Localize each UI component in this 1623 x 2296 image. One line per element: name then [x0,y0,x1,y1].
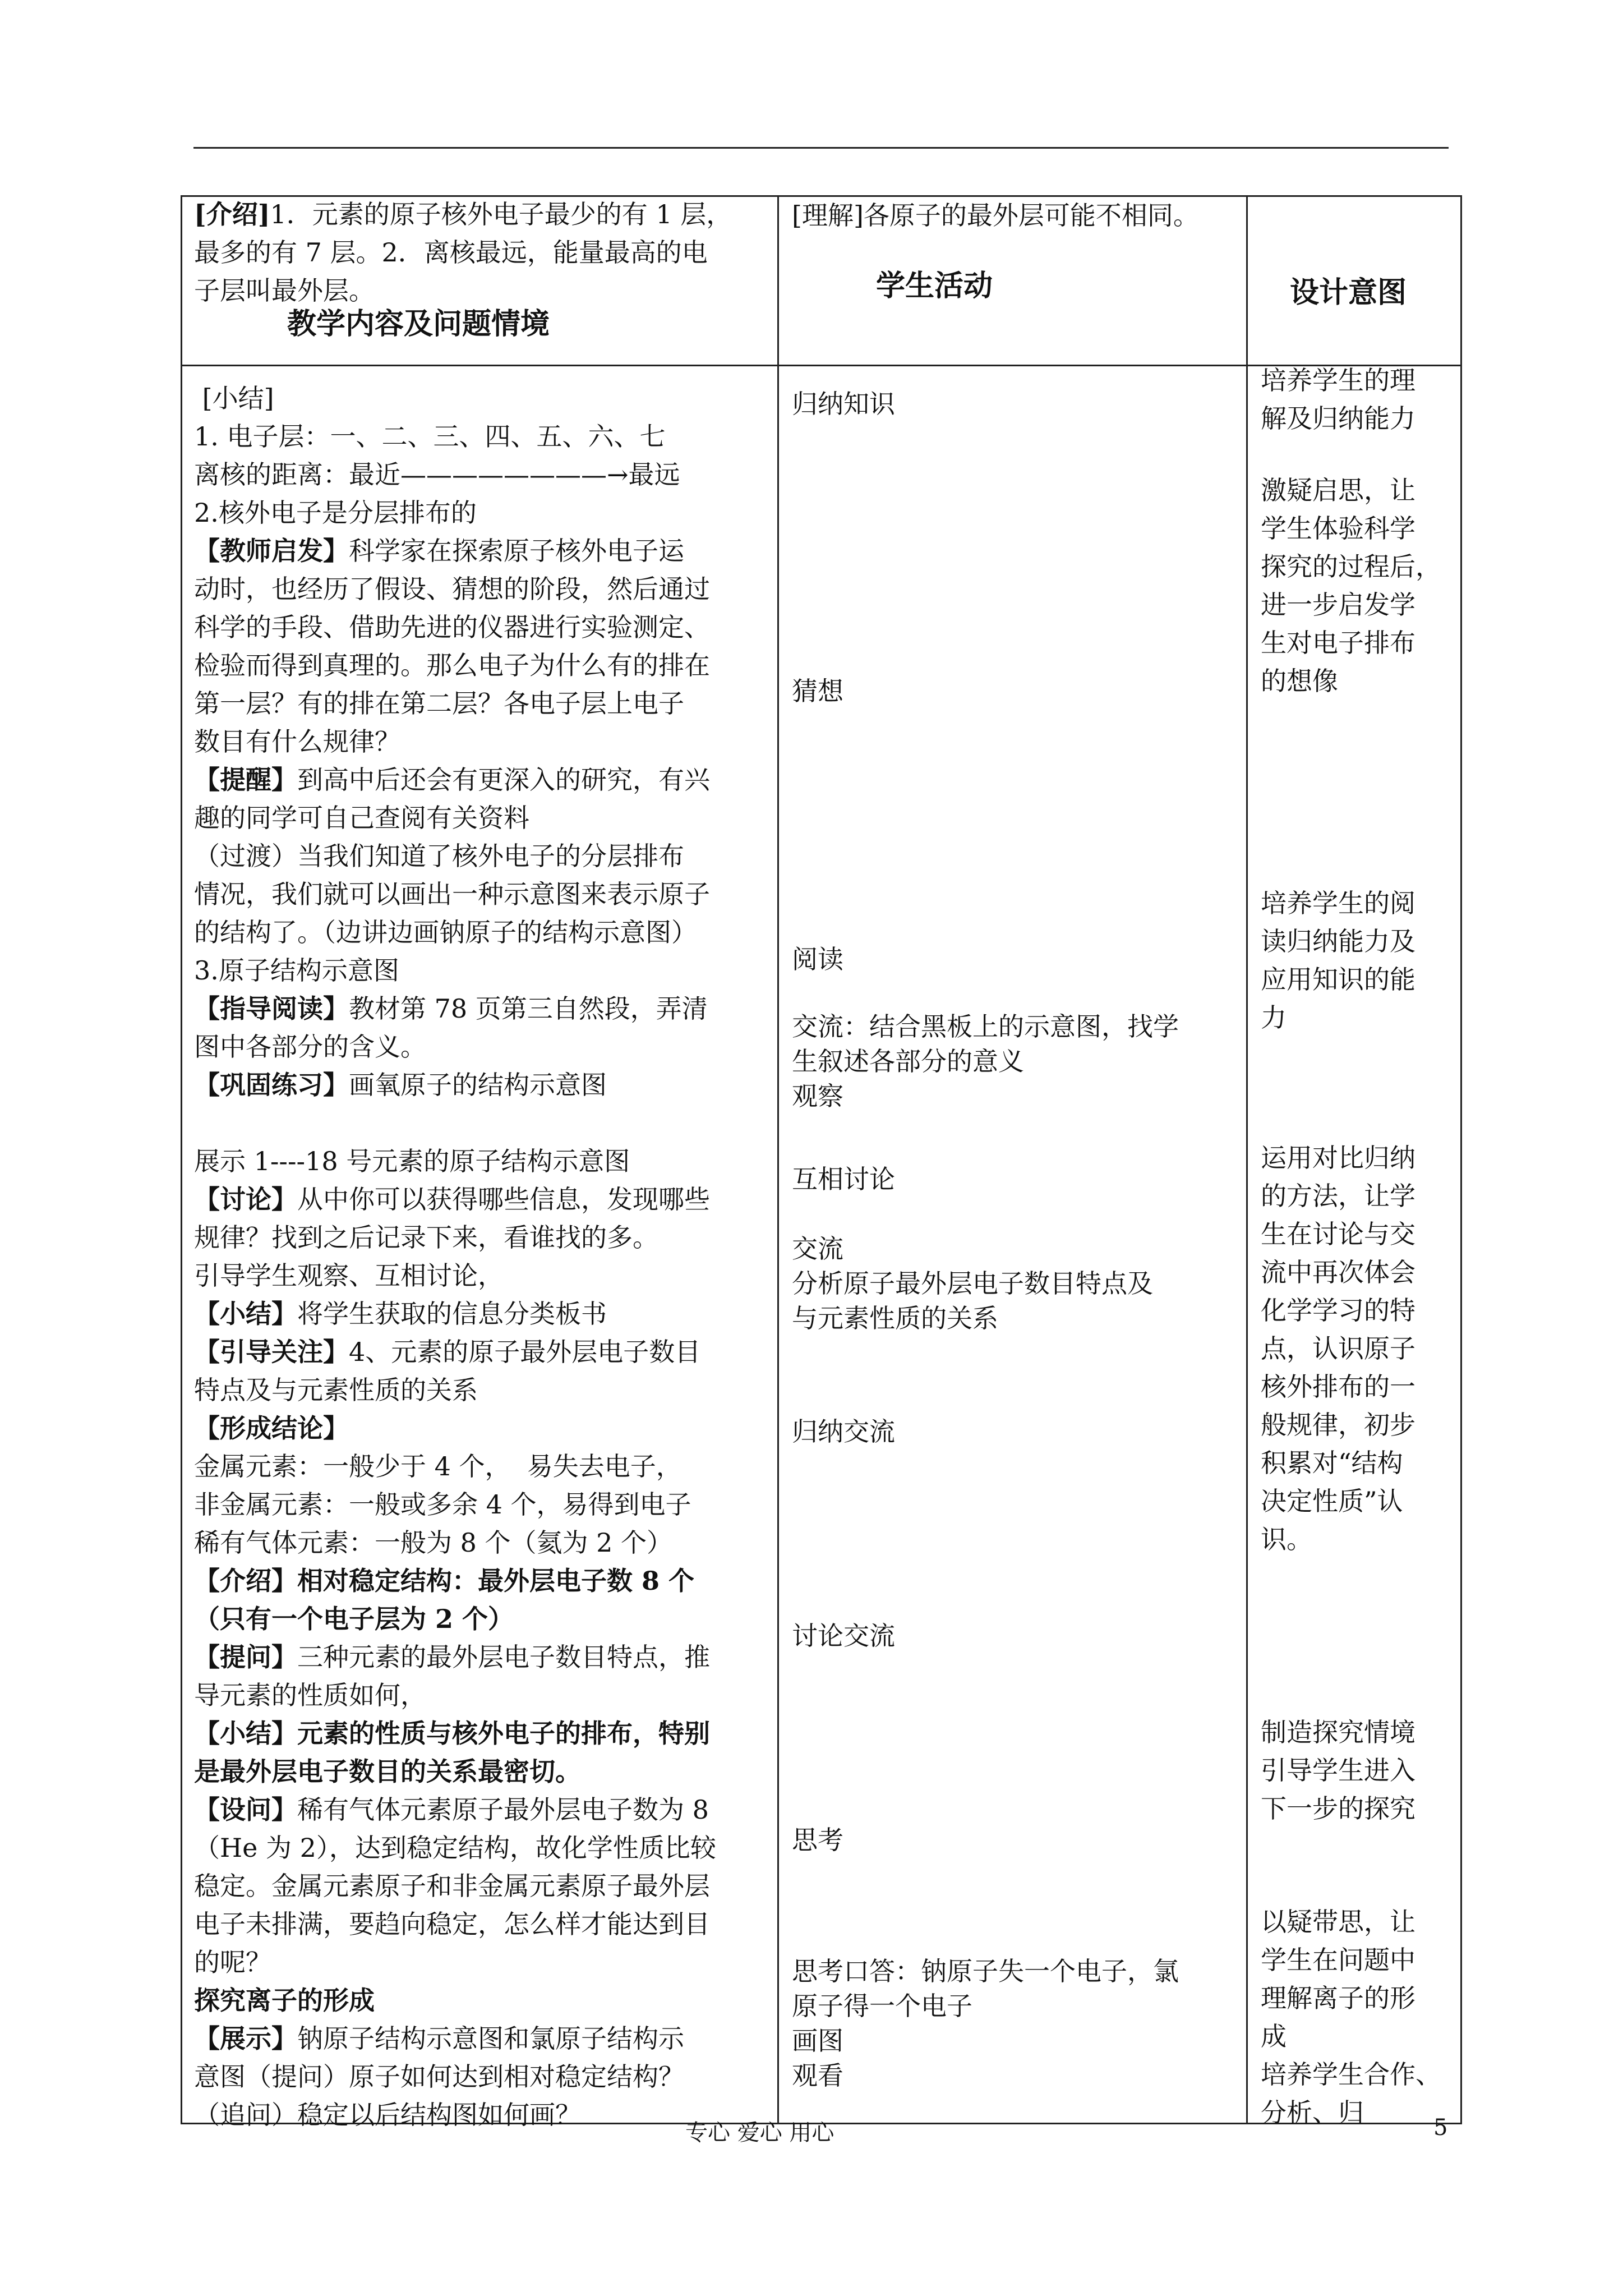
content-tag: 【巩固练习】 [194,1070,349,1100]
design-intent-block [1261,884,1415,1037]
content-text: 将学生获取的信息分类板书 [297,1299,607,1329]
design-intent-line: 理解离子的形 [1261,1983,1415,2013]
design-intent-line: 般规律，初步 [1261,1410,1415,1440]
lesson-table [181,195,1462,2130]
design-intent-line: 制造探究情境 [1261,1717,1415,1747]
content-line: 科学的手段、借助先进的仪器进行实验测定、 [194,612,710,642]
activity-item: 画图 [792,2026,843,2056]
content-line: 稳定。金属元素原子和非金属元素原子最外层 [194,1871,710,1901]
activity-item: 分析原子最外层电子数目特点及 [792,1268,1153,1299]
table-left-border [181,195,182,2124]
content-text: 4、元素的原子最外层电子数目 [349,1337,701,1367]
footer-motto: 专心 爱心 用心 [685,2120,834,2146]
column-divider-2 [1246,195,1248,2124]
header-row-divider-2 [777,365,1246,366]
design-intent-line: 的想像 [1261,666,1338,696]
design-intent-line: 下一步的探究 [1261,1793,1415,1824]
content-text: 元素的性质与核外电子的排布，特别 [297,1718,710,1749]
col1-header: 教学内容及问题情境 [287,307,550,341]
content-text: 三种元素的最外层电子数目特点，推 [297,1642,710,1672]
activity-item: 思考口答：钠原子失一个电子，氯 [792,1956,1179,1986]
design-intent-line: 以疑带思，让 [1261,1907,1415,1937]
content-line: 【介绍】相对稳定结构：最外层电子数 8 个 [194,1566,695,1596]
design-intent-line: 学生体验科学 [1261,513,1415,544]
content-line [194,1791,772,1829]
activity-item: 原子得一个电子 [792,1991,972,2021]
content-line [194,1295,772,1333]
design-intent-line: 化学学习的特 [1261,1295,1415,1326]
design-intent-line: 积累对“结构 [1261,1448,1403,1478]
activity-item: 讨论交流 [792,1621,895,1651]
activity-item: 与元素性质的关系 [792,1303,998,1333]
activity-item: 阅读 [792,944,843,974]
content-line: 探究离子的形成 [194,1985,375,2016]
content-line: 图中各部分的含义。 [194,1032,426,1062]
page-number: 5 [1433,2115,1448,2141]
content-line: 数目有什么规律？ [194,726,400,757]
content-tag: 【形成结论】 [194,1413,349,1443]
content-line: （过渡）当我们知道了核外电子的分层排布 [194,841,684,871]
activity-item: 归纳交流 [792,1416,895,1447]
content-tag: 【引导关注】 [194,1337,349,1367]
header-row-divider-1 [181,365,777,366]
content-tag: 【教师启发】 [194,536,349,566]
content-line [194,761,772,799]
table-right-border [1460,195,1462,2124]
content-line: 3.原子结构示意图 [194,955,399,986]
content-line: 展示 1----18 号元素的原子结构示意图 [194,1146,630,1176]
content-line: 动时，也经历了假设、猜想的阶段，然后通过 [194,574,710,604]
content-text: 从中你可以获得哪些信息，发现哪些 [297,1184,710,1214]
content-tag: 【设问】 [194,1795,297,1825]
content-line [194,1104,772,1142]
design-intent-line: 识。 [1261,1524,1312,1554]
content-text: 稀有气体元素原子最外层电子数为 8 [297,1795,709,1825]
content-line: 的结构了。（边讲边画钠原子的结构示意图） [194,917,697,947]
design-intent-line: 力 [1261,1002,1287,1033]
content-line: 电子未排满，要趋向稳定，怎么样才能达到目 [194,1909,710,1939]
content-line: （只有一个电子层为 2 个） [194,1604,514,1634]
content-line: 情况，我们就可以画出一种示意图来表示原子 [194,879,710,909]
content-line: [小结] [194,383,274,413]
content-text: 教材第 78 页第三自然段，弄清 [349,993,708,1024]
content-line: 离核的距离：最近————————→最远 [194,459,680,490]
header-rule [193,147,1449,149]
activity-item: 观察 [792,1081,843,1111]
col2-intro: [理解]各原子的最外层可能不相同。 [792,200,1199,231]
content-line [194,1333,772,1371]
content-line: 意图（提问）原子如何达到相对稳定结构？ [194,2062,684,2092]
content-tag: 【小结】 [194,1299,297,1329]
design-intent-block [1261,361,1415,438]
activity-item: 互相讨论 [792,1164,895,1194]
content-line [194,532,772,570]
content-tag: 【小结】 [194,1718,297,1749]
design-intent-line: 激疑启思，让 [1261,475,1415,505]
content-line [194,1409,772,1447]
content-line: （追问）稳定以后结构图如何画？ [194,2100,581,2130]
intro-tag: [介绍] [194,199,270,229]
activity-item: 生叙述各部分的意义 [792,1046,1024,1076]
activity-item: 交流 [792,1234,843,1264]
col2-header: 学生活动 [876,269,993,303]
content-line [194,2019,772,2058]
content-line [194,1638,772,1676]
design-intent-line: 培养学生的理 [1261,365,1415,395]
content-line: 稀有气体元素：一般为 8 个（氦为 2 个） [194,1527,673,1558]
design-intent-line: 学生在问题中 [1261,1945,1415,1975]
column-divider-1 [777,195,779,2124]
content-line [194,1066,772,1104]
design-intent-line: 应用知识的能 [1261,964,1415,995]
content-line [194,1714,772,1752]
content-line: 趣的同学可自己查阅有关资料 [194,803,529,833]
col3-header: 设计意图 [1290,276,1407,310]
activity-item: 观看 [792,2060,843,2091]
content-line: 引导学生观察、互相讨论， [194,1260,504,1291]
design-intent-line: 读归纳能力及 [1261,926,1415,956]
intro-line: 子层叫最外层。 [194,275,375,306]
content-line: （He 为 2），达到稳定结构，故化学性质比较 [194,1833,716,1863]
design-intent-line: 培养学生合作、 [1261,2059,1441,2090]
design-intent-block [1261,1903,1441,2132]
content-tag: 【展示】 [194,2023,297,2054]
content-tag: 【提问】 [194,1642,297,1672]
intro-line [194,195,772,233]
design-intent-line: 分析、归 [1261,2097,1364,2128]
content-line [194,1180,772,1218]
content-tag: 【提醒】 [194,765,297,795]
design-intent-line: 探究的过程后， [1261,551,1441,582]
content-line: 特点及与元素性质的关系 [194,1375,478,1405]
col1-body [194,379,772,2134]
design-intent-line: 流中再次体会 [1261,1257,1415,1287]
content-line: 金属元素：一般少于 4 个， 易失去电子， [194,1451,682,1481]
design-intent-line: 生在讨论与交 [1261,1219,1415,1249]
activity-item: 思考 [792,1825,843,1855]
intro-line-rest: 1．元素的原子核外电子最少的有 1 层， [270,199,732,229]
content-line: 是最外层电子数目的关系最密切。 [194,1756,581,1787]
intro-line: 最多的有 7 层。2．离核最远，能量最高的电 [194,237,708,268]
content-line: 非金属元素：一般或多余 4 个，易得到电子 [194,1489,691,1520]
activity-item: 交流：结合黑板上的示意图，找学 [792,1011,1179,1042]
content-text: 科学家在探索原子核外电子运 [349,536,684,566]
content-line [194,990,772,1028]
design-intent-line: 点，认识原子 [1261,1333,1415,1364]
content-tag: 【指导阅读】 [194,993,349,1024]
design-intent-line: 生对电子排布 [1261,628,1415,658]
content-line: 的呢？ [194,1947,271,1977]
content-text: 钠原子结构示意图和氯原子结构示 [297,2023,684,2054]
col1-intro [194,195,772,310]
content-line: 2.核外电子是分层排布的 [194,498,477,528]
content-line: 检验而得到真理的。那么电子为什么有的排在 [194,650,710,680]
design-intent-line: 运用对比归纳 [1261,1143,1415,1173]
design-intent-line: 引导学生进入 [1261,1755,1415,1786]
design-intent-line: 核外排布的一 [1261,1372,1415,1402]
content-tag: 【讨论】 [194,1184,297,1214]
content-text: 到高中后还会有更深入的研究，有兴 [297,765,710,795]
design-intent-line: 决定性质”认 [1261,1486,1403,1516]
design-intent-line: 成 [1261,2021,1287,2051]
content-line: 1. 电子层：一、二、三、四、五、六、七 [194,421,666,452]
design-intent-line: 进一步启发学 [1261,590,1415,620]
content-text: 画氧原子的结构示意图 [349,1070,607,1100]
design-intent-line: 培养学生的阅 [1261,888,1415,918]
activity-item: 归纳知识 [792,389,895,419]
content-line: 导元素的性质如何， [194,1680,426,1710]
design-intent-line: 解及归纳能力 [1261,403,1415,434]
activity-item: 猜想 [792,676,843,706]
design-intent-line: 的方法，让学 [1261,1181,1415,1211]
content-line: 第一层？有的排在第二层？各电子层上电子 [194,688,684,719]
design-intent-block [1261,1139,1415,1558]
content-line: 规律？找到之后记录下来，看谁找的多。 [194,1222,658,1253]
design-intent-block [1261,471,1441,700]
design-intent-block [1261,1713,1415,1828]
